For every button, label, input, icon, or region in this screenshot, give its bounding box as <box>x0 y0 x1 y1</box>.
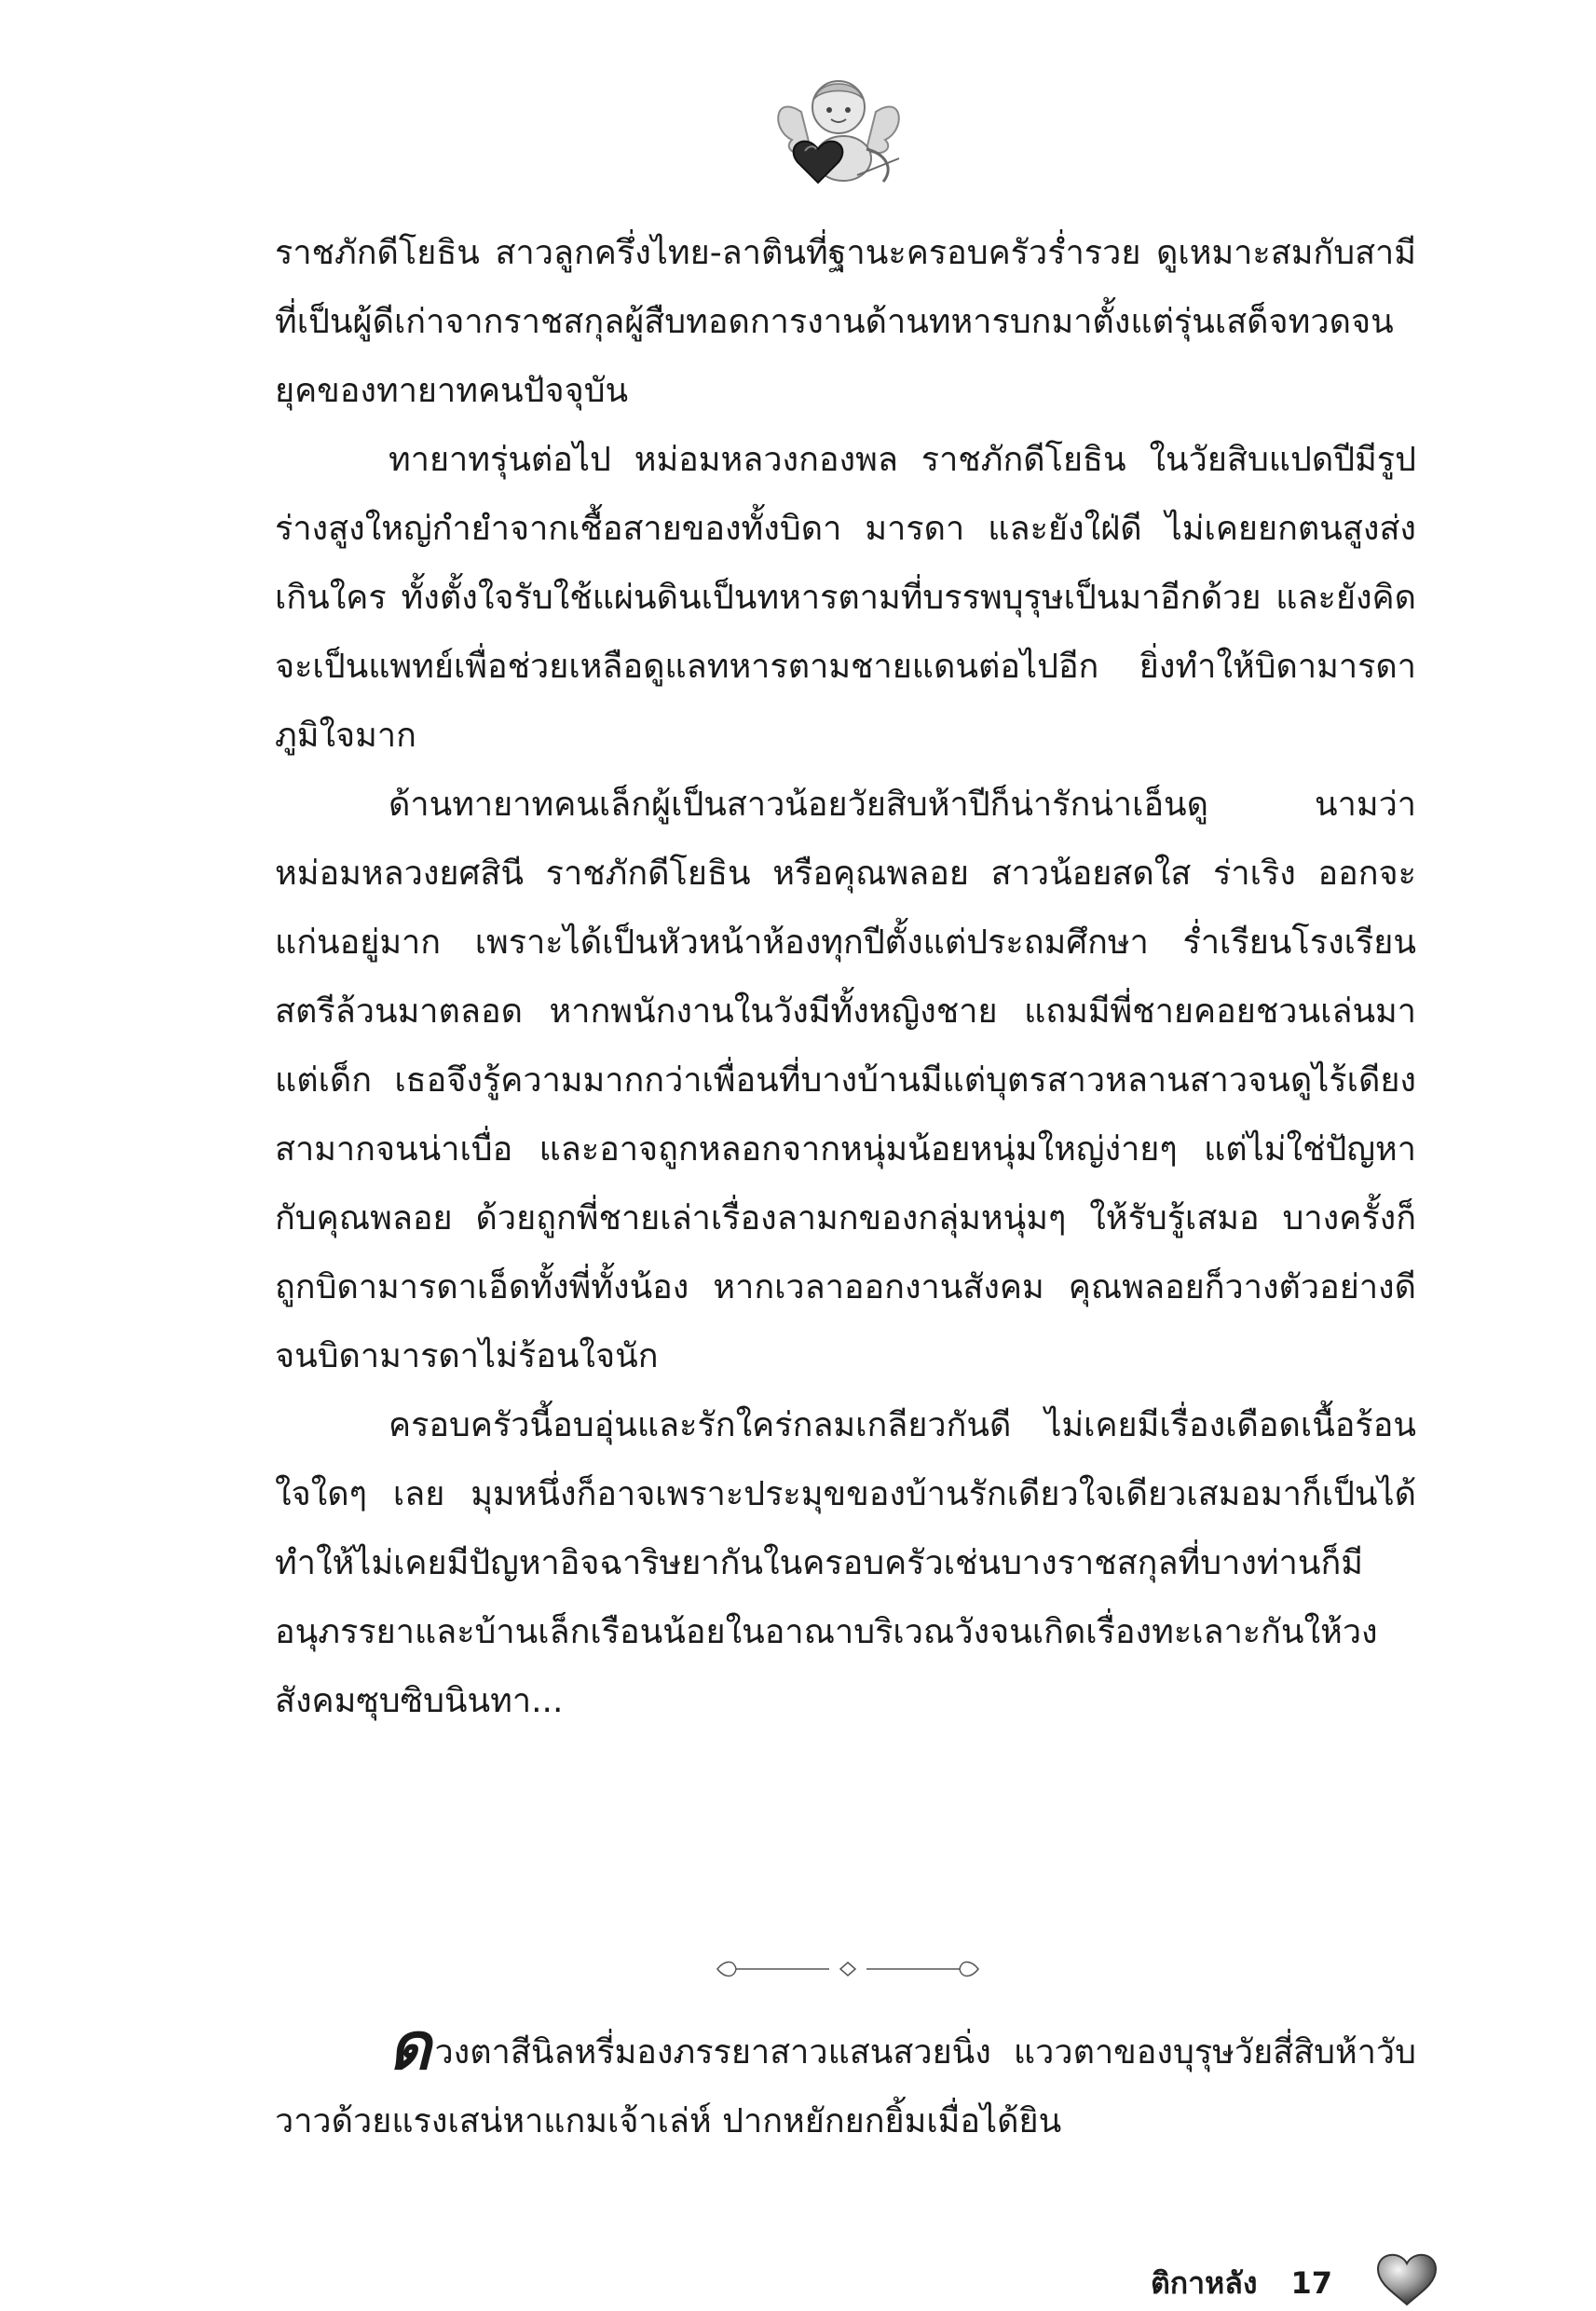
page-footer <box>1151 2255 1332 2311</box>
paragraph: ด้านทายาทคนเล็กผู้เป็นสาวน้อยวัยสิบห้าปีก็น่ารักน่าเอ็นดู นามว่า หม่อมหลวงยศสินี ราชภักดีโยธิน หรือคุณพลอย สาวน้อยสดใส ร่าเริง ออกจะแก่นอยู่มาก เพราะได้เป็นหัวหน้าห้องทุกปีตั้งแต่ประถมศึกษา ร่ำเรียนโรงเรียนสตรีล้วนมาตลอด หากพนักงานในวังมีทั้งหญิงชาย แถมมีพี่ชายคอยชวนเล่นมาแต่เด็ก เธอจึงรู้ความมากกว่าเพื่อนที่บางบ้านมีแต่บุตรสาวหลานสาวจนดูไร้เดียงสามากจนน่าเบื่อ และอาจถูกหลอกจากหนุ่มน้อยหนุ่มใหญ่ง่ายๆ แต่ไม่ใช่ปัญหากับคุณพลอย ด้วยถูกพี่ชายเล่าเรื่องลามกของกลุ่มหนุ่มๆ ให้รับรู้เสมอ บางครั้งก็ถูกบิดามารดาเอ็ดทั้งพี่ทั้งน้อง หากเวลาออกงานสังคม คุณพลอยก็วางตัวอย่างดีจนบิดามารดาไม่ร้อนใจนัก <box>275 786 1416 1375</box>
paragraph-text: วงตาสีนิลหรี่มองภรรยาสาวแสนสวยนิ่ง แววตาของบุรุษวัยสี่สิบห้าวับวาวด้วยแรงเสน่หาแกมเจ้าเล่ห์ ปากหยักยกยิ้มเมื่อได้ยิน <box>275 2033 1416 2140</box>
chapter-text-section-1 <box>275 219 1416 1736</box>
chapter-text-section-2 <box>275 2008 1416 2156</box>
page-number: 17 <box>1290 2265 1332 2301</box>
paragraph: ทายาทรุ่นต่อไป หม่อมหลวงกองพล ราชภักดีโยธิน ในวัยสิบแปดปีมีรูปร่างสูงใหญ่กำยำจากเชื้อสายของทั้งบิดา มารดา และยังใฝ่ดี ไม่เคยยกตนสูงส่งเกินใคร ทั้งตั้งใจรับใช้แผ่นดินเป็นทหารตามที่บรรพบุรุษเป็นมาอีกด้วย และยังคิดจะเป็นแพทย์เพื่อช่วยเหลือดูแลทหารตามชายแดนต่อไปอีก ยิ่งทำให้บิดามารดาภูมิใจมาก <box>275 441 1416 755</box>
paragraph: ราชภักดีโยธิน สาวลูกครึ่งไทย-ลาตินที่ฐานะครอบครัวร่ำรวย ดูเหมาะสมกับสามีที่เป็นผู้ดีเก่าจากราชสกุลผู้สืบทอดการงานด้านทหารบกมาตั้งแต่รุ่นเสด็จทวดจนยุคของทายาทคนปัจจุบัน <box>275 234 1416 410</box>
book-title: ติกาหลัง <box>1151 2264 1258 2301</box>
cupid-with-heart-icon <box>764 65 913 196</box>
ornamental-divider-icon <box>708 1955 988 1983</box>
paragraph: ครอบครัวนี้อบอุ่นและรักใคร่กลมเกลียวกันดี ไม่เคยมีเรื่องเดือดเนื้อร้อนใจใดๆ เลย มุมหนึ่งก็อาจเพราะประมุขของบ้านรักเดียวใจเดียวเสมอมาก็เป็นได้ ทำให้ไม่เคยมีปัญหาอิจฉาริษยากันในครอบครัวเช่นบางราชสกุลที่บางท่านก็มีอนุภรรยาและบ้านเล็กเรือนน้อยในอาณาบริเวณวังจนเกิดเรื่องทะเลาะกันให้วงสังคมซุบซิบนินทา... <box>275 1406 1416 1720</box>
drop-cap: ด <box>389 2008 431 2085</box>
heart-icon <box>1374 2249 1439 2306</box>
paragraph <box>275 2008 1416 2156</box>
